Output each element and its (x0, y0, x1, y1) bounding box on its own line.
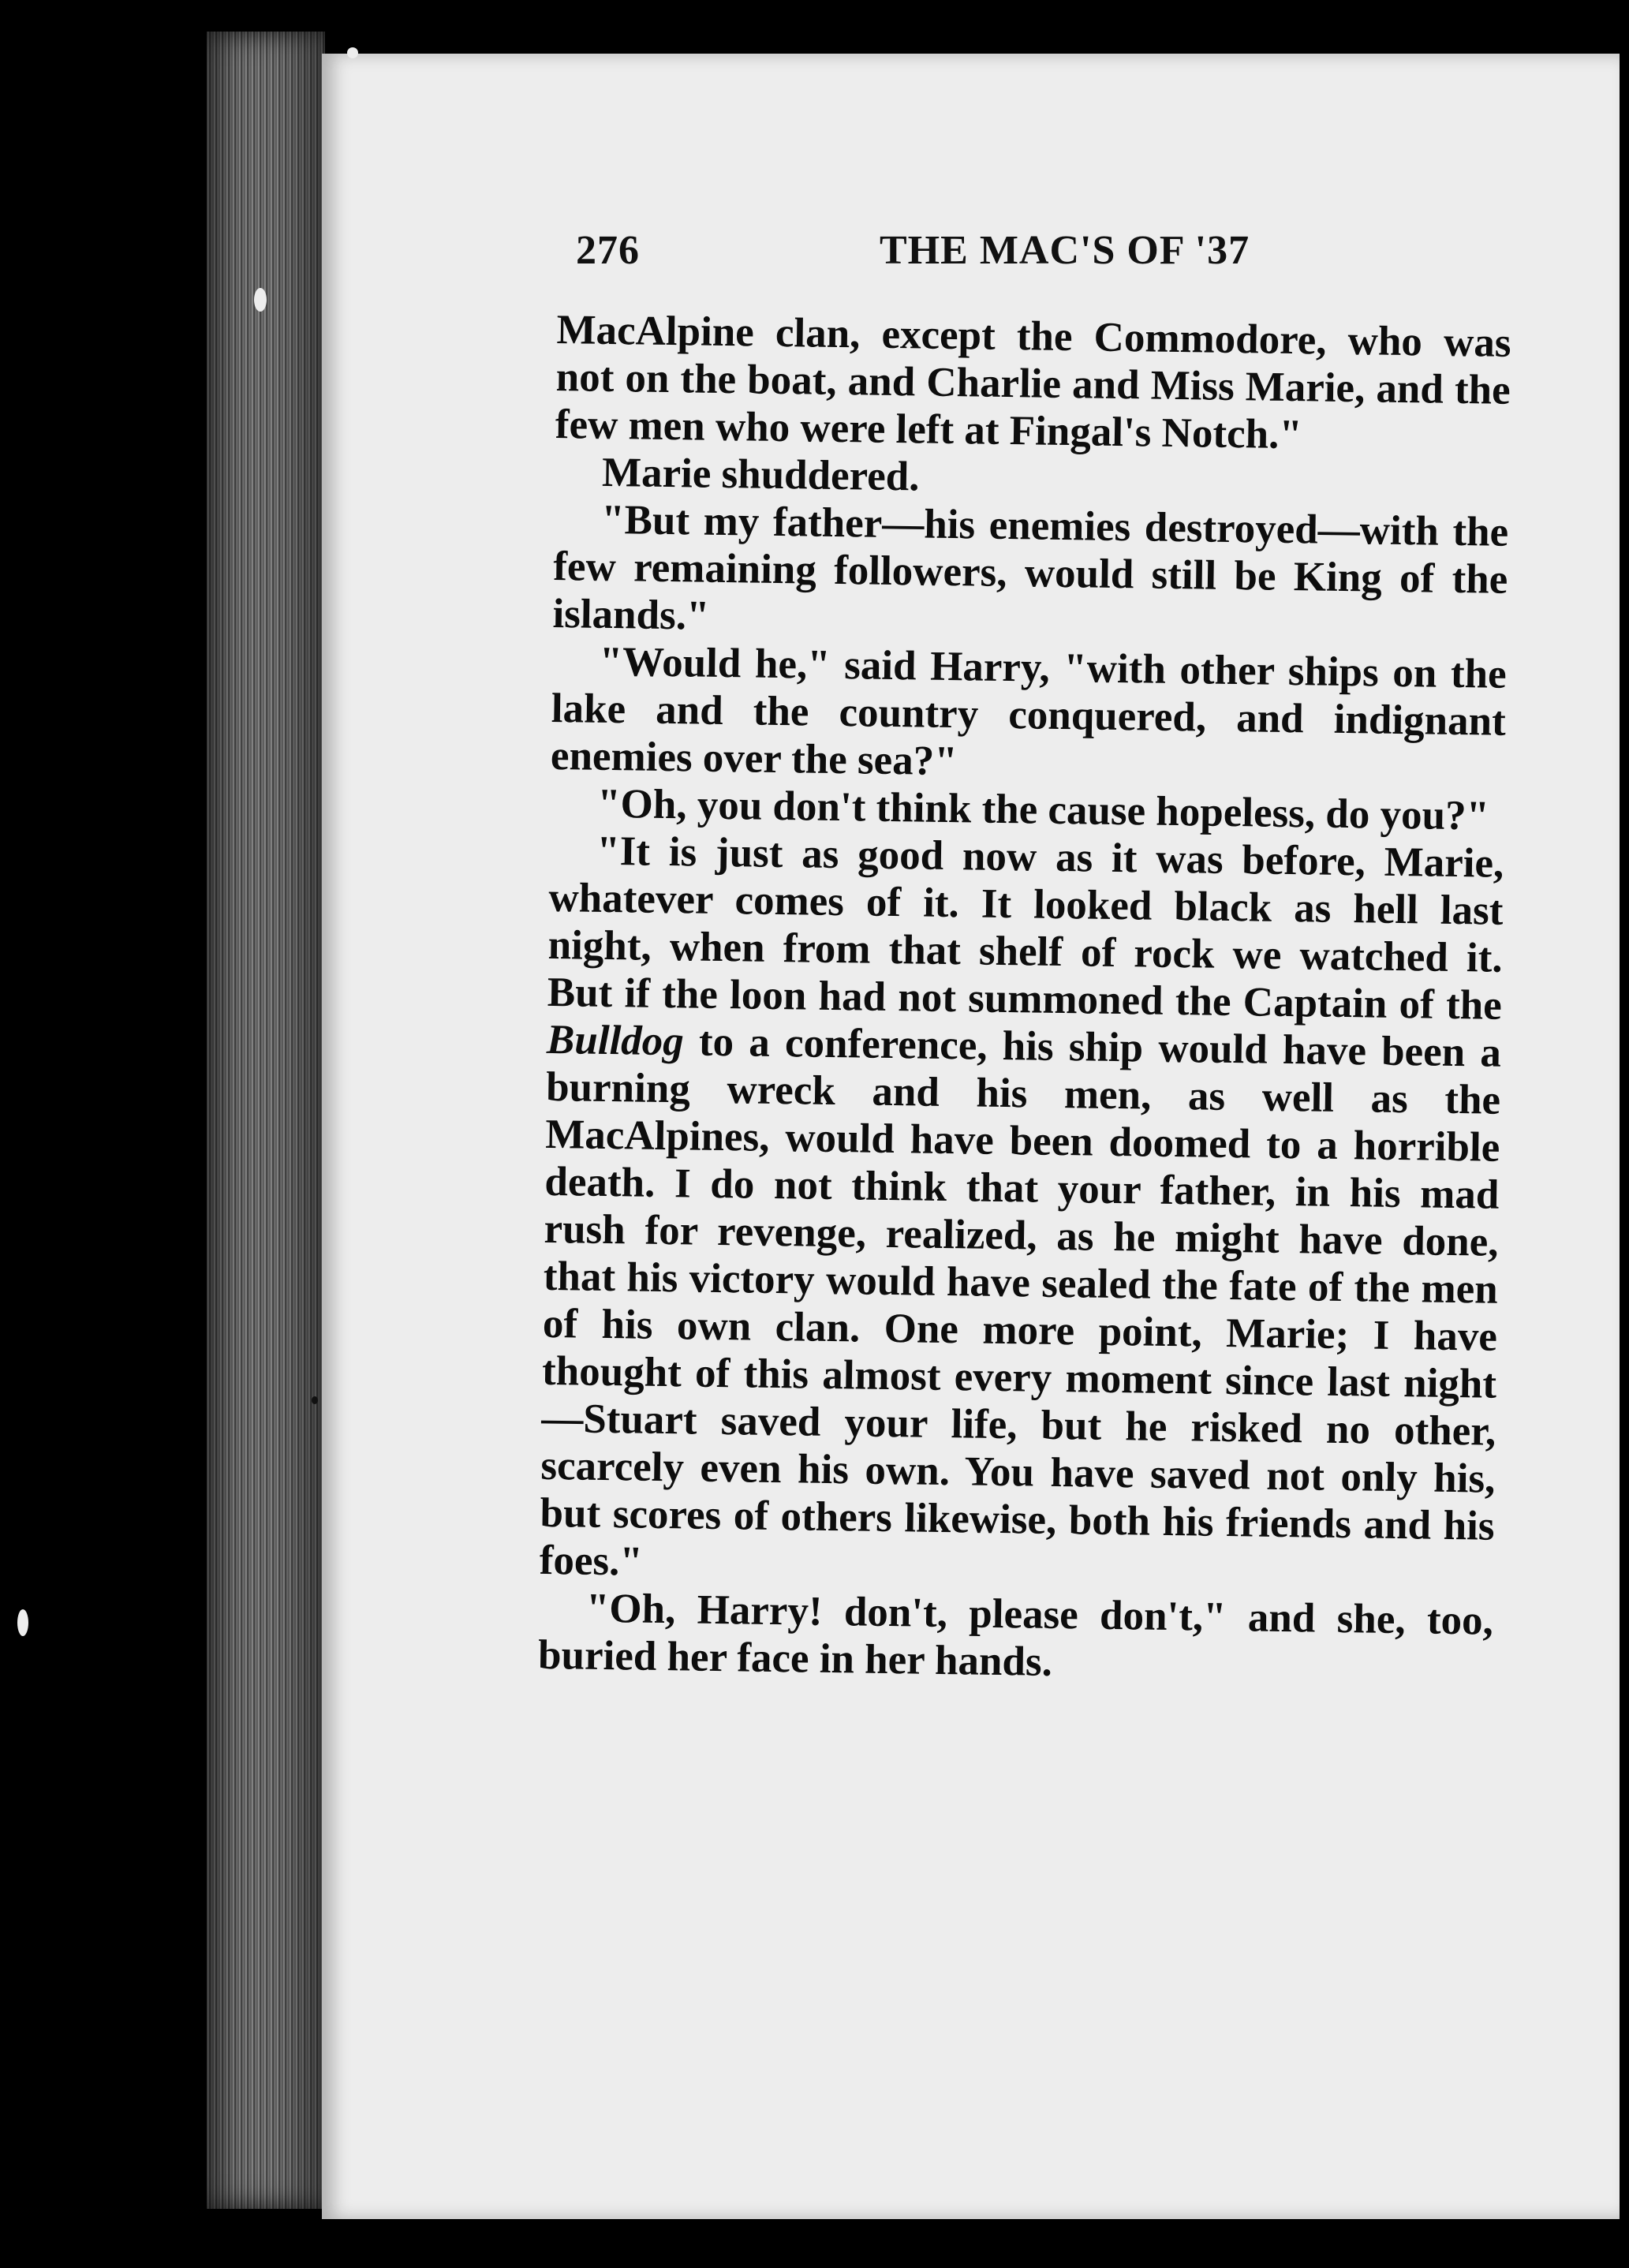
paragraph-6 (539, 827, 1504, 1597)
paragraph-6-start: "It is just as good now as it was before, Marie, whatever comes of it. It looked black as hell last night, when from that shelf of rock we watched it. But if the loon had not summoned the Captain of the (547, 828, 1504, 1029)
paragraph-6-end: to a conference, his ship would have been a burning wreck and his men, as well as the MacAlpines, would have been doomed to a horrible death. I do not think that your father, in his mad rush for revenge, realized, as he might have done, that his victory would have sealed the fate of the men of his own clan. One more point, Marie; I have thought of this almost every moment since last night—Stuart saved your life, but he risked no other, scarcely even his own. You have saved not only his, but scores of others likewise, both his friends and his foes." (539, 1018, 1502, 1585)
book-spine-edge (207, 32, 325, 2209)
paragraph-1: MacAlpine clan, except the Commodore, who was not on the boat, and Charlie and Miss Marie, and the few men who were left at Fingal's Notch." (555, 306, 1511, 458)
running-header (576, 219, 1523, 282)
scan-speck (17, 1609, 28, 1636)
paragraph-3: "But my father—his enemies destroyed—with the few remaining followers, would still be King of the islands." (552, 496, 1509, 639)
paragraph-4: "Would he," said Harry, "with other ships on the lake and the country conquered, and indignant enemies over the sea?" (550, 638, 1508, 785)
paragraph-2: Marie shuddered. (601, 449, 920, 500)
ship-name: Bulldog (546, 1016, 685, 1065)
paragraph-5: "Oh, you don't think the cause hopeless, do you?" (596, 780, 1490, 839)
scan-speck (254, 288, 267, 312)
book-page (322, 54, 1620, 2219)
scan-speck (347, 47, 358, 58)
page-number: 276 (576, 228, 640, 273)
scan-speck (1235, 2163, 1274, 2180)
body-text (538, 306, 1511, 1692)
running-title: THE MAC'S OF '37 (880, 228, 1250, 273)
paragraph-7: "Oh, Harry! don't, please don't," and she, too, buried her face in her hands. (537, 1585, 1494, 1685)
scan-speck (312, 1396, 318, 1404)
